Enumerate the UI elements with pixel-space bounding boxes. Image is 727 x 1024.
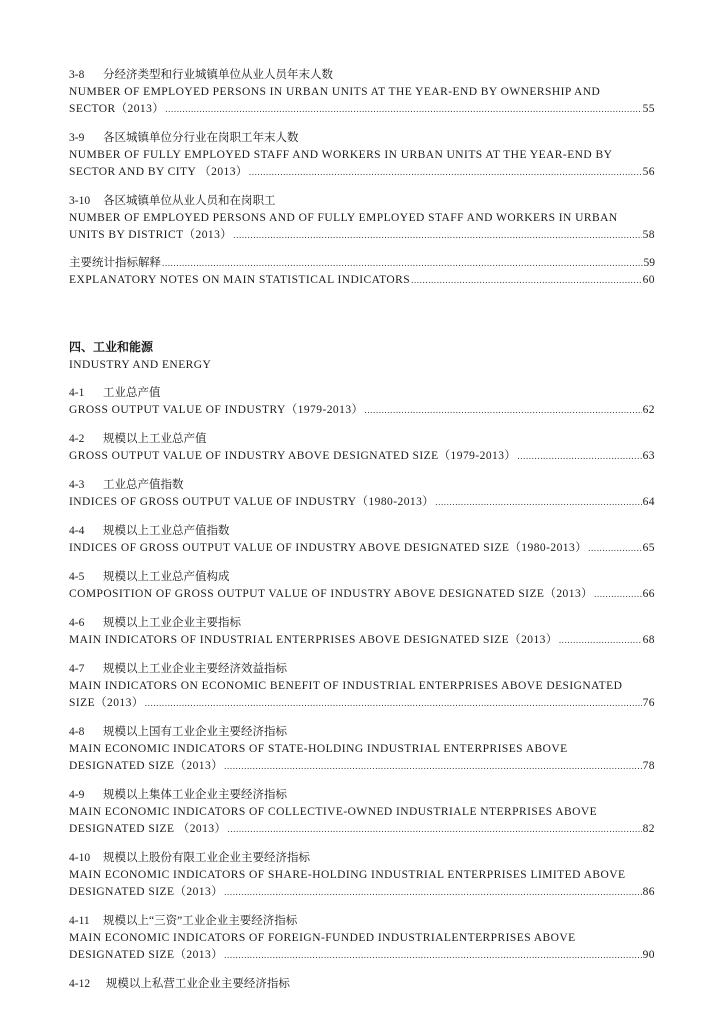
leader-dots: [588, 540, 641, 557]
entry-heading: [69, 614, 655, 632]
entry-title-zh: 规模以上工业总产值构成: [103, 571, 230, 583]
entry-title-en-last: INDICES OF GROSS OUTPUT VALUE OF INDUSTRY ABOVE DESIGNATED SIZE（1980-2013）: [69, 542, 588, 554]
entry-title-en: MAIN ECONOMIC INDICATORS OF SHARE-HOLDING INDUSTRIAL ENTERPRISES LIMITED ABOVE: [69, 869, 626, 881]
toc-entry[interactable]: [69, 786, 655, 838]
entry-page-number: 64: [642, 496, 655, 508]
leader-dots: [411, 272, 641, 289]
entry-title-zh: 工业总产值: [103, 387, 161, 399]
entry-title-en-last: SIZE（2013）: [69, 697, 144, 709]
entry-heading: [69, 786, 655, 804]
entry-page-number: 58: [642, 229, 655, 241]
entry-heading: [69, 384, 655, 402]
entry-leader-line: [69, 540, 655, 557]
leader-dots: [517, 448, 641, 465]
entry-leader-line: [69, 884, 655, 901]
entry-title-en-last: COMPOSITION OF GROSS OUTPUT VALUE OF INDUSTRY ABOVE DESIGNATED SIZE（2013）: [69, 588, 594, 600]
entry-title-en-last: INDICES OF GROSS OUTPUT VALUE OF INDUSTRY（1980-2013）: [69, 496, 435, 508]
toc-group-chapter-4: [69, 384, 655, 964]
entry-page-number: 78: [642, 760, 655, 772]
entry-title-zh: 规模以上股份有限工业企业主要经济指标: [103, 852, 310, 864]
entry-number: 3-10: [69, 195, 91, 207]
entry-leader-line: [69, 448, 655, 465]
entry-title-en: NUMBER OF EMPLOYED PERSONS IN URBAN UNITS AT THE YEAR-END BY OWNERSHIP AND: [69, 86, 601, 98]
entry-title-en-last: DESIGNATED SIZE（2013）: [69, 886, 224, 898]
leader-dots: [224, 947, 641, 964]
entry-title-en: NUMBER OF EMPLOYED PERSONS AND OF FULLY EMPLOYED STAFF AND WORKERS IN URBAN: [69, 212, 618, 224]
toc-entry[interactable]: [69, 660, 655, 712]
entry-number: 4-3: [69, 479, 85, 491]
entry-number: 3-9: [69, 132, 85, 144]
entry-title-zh: 工业总产值指数: [103, 479, 184, 491]
entry-title-en-last: DESIGNATED SIZE （2013）: [69, 823, 227, 835]
leader-dots: [594, 586, 642, 603]
toc-entry[interactable]: [69, 192, 655, 244]
section-title-zh: 四、工业和能源: [69, 340, 154, 354]
entry-title-zh: 规模以上私营工业企业主要经济指标: [105, 978, 290, 990]
leader-dots: [145, 695, 642, 712]
entry-heading: [69, 192, 655, 210]
entry-title-en-last: UNITS BY DISTRICT（2013）: [69, 229, 233, 241]
entry-leader-line: [69, 101, 655, 118]
entry-page-number: 55: [642, 103, 655, 115]
leader-dots: [233, 227, 641, 244]
leader-dots: [249, 164, 642, 181]
toc-entry[interactable]: [69, 614, 655, 649]
entry-title-en: MAIN ECONOMIC INDICATORS OF STATE-HOLDING INDUSTRIAL ENTERPRISES ABOVE: [69, 743, 568, 755]
entry-heading: [69, 66, 655, 84]
entry-number: 4-9: [69, 789, 85, 801]
toc-entry-trailing[interactable]: [69, 975, 655, 993]
entry-number: 3-8: [69, 69, 85, 81]
entry-leader-line: [69, 164, 655, 181]
entry-heading: [69, 430, 655, 448]
entry-title-en-last: DESIGNATED SIZE（2013）: [69, 949, 224, 961]
entry-number: 4-6: [69, 617, 85, 629]
entry-leader-line: [69, 402, 655, 419]
toc-group-chapter-3: [69, 66, 655, 244]
entry-leader-line: [69, 821, 655, 838]
entry-title-zh: 各区城镇单位从业人员和在岗职工: [103, 195, 276, 207]
leader-dots: [364, 402, 641, 419]
entry-heading: [69, 723, 655, 741]
entry-title-zh: 规模以上工业企业主要指标: [103, 617, 241, 629]
entry-title-en-last: SECTOR（2013）: [69, 103, 165, 115]
entry-leader-line: [69, 947, 655, 964]
entry-heading: [69, 912, 655, 930]
toc-entry[interactable]: [69, 66, 655, 118]
entry-page-number: 86: [642, 886, 655, 898]
entry-number: 4-1: [69, 387, 85, 399]
entry-number: 4-4: [69, 525, 85, 537]
entry-heading: [69, 522, 655, 540]
notes-zh-page: 59: [643, 257, 655, 269]
toc-entry[interactable]: [69, 129, 655, 181]
entry-number: 4-7: [69, 663, 85, 675]
entry-title-zh: 规模以上国有工业企业主要经济指标: [103, 726, 287, 738]
entry-leader-line: [69, 494, 655, 511]
toc-entry[interactable]: [69, 849, 655, 901]
entry-title-en-last: DESIGNATED SIZE（2013）: [69, 760, 224, 772]
leader-dots: [224, 884, 641, 901]
entry-page-number: 90: [642, 949, 655, 961]
entry-title-en-last: MAIN INDICATORS OF INDUSTRIAL ENTERPRISES ABOVE DESIGNATED SIZE（2013）: [69, 634, 558, 646]
notes-en-page: 60: [642, 274, 655, 286]
entry-heading: [69, 129, 655, 147]
entry-title-zh: 规模以上工业总产值指数: [103, 525, 230, 537]
toc-entry[interactable]: [69, 568, 655, 603]
entry-heading: [69, 849, 655, 867]
entry-leader-line: [69, 227, 655, 244]
leader-dots: [162, 255, 643, 272]
entry-title-en: NUMBER OF FULLY EMPLOYED STAFF AND WORKERS IN URBAN UNITS AT THE YEAR-END BY: [69, 149, 613, 161]
notes-en-line: [69, 272, 655, 289]
entry-number: 4-2: [69, 433, 85, 445]
leader-dots: [227, 821, 641, 838]
entry-title-en-last: GROSS OUTPUT VALUE OF INDUSTRY ABOVE DESIGNATED SIZE（1979-2013）: [69, 450, 517, 462]
entry-leader-line: [69, 695, 655, 712]
entry-title-zh: 各区城镇单位分行业在岗职工年末人数: [103, 132, 299, 144]
entry-page-number: 66: [642, 588, 655, 600]
entry-title-zh: 规模以上“三资”工业企业主要经济指标: [103, 915, 298, 927]
notes-zh-line: [69, 255, 655, 272]
entry-number: 4-10: [69, 852, 91, 864]
notes-en-title: EXPLANATORY NOTES ON MAIN STATISTICAL INDICATORS: [69, 274, 411, 286]
entry-title-zh: 规模以上工业企业主要经济效益指标: [103, 663, 287, 675]
entry-page-number: 76: [642, 697, 655, 709]
entry-title-en-last: SECTOR AND BY CITY （2013）: [69, 166, 248, 178]
entry-page-number: 65: [642, 542, 655, 554]
entry-page-number: 63: [642, 450, 655, 462]
toc-entry[interactable]: [69, 723, 655, 775]
entry-leader-line: [69, 758, 655, 775]
entry-number: 4-8: [69, 726, 85, 738]
toc-page: [69, 66, 655, 993]
entry-title-zh: 分经济类型和行业城镇单位从业人员年末人数: [103, 69, 333, 81]
notes-zh-title: 主要统计指标解释: [69, 257, 161, 269]
entry-title-zh: 规模以上集体工业企业主要经济指标: [103, 789, 287, 801]
section-heading: [69, 338, 655, 374]
entry-heading: [69, 660, 655, 678]
notes-entry[interactable]: [69, 255, 655, 289]
entry-title-en: MAIN ECONOMIC INDICATORS OF COLLECTIVE-OWNED INDUSTRIALE NTERPRISES ABOVE: [69, 806, 598, 818]
entry-leader-line: [69, 586, 655, 603]
toc-entry[interactable]: [69, 476, 655, 511]
entry-heading: [69, 568, 655, 586]
entry-title-en-last: GROSS OUTPUT VALUE OF INDUSTRY（1979-2013）: [69, 404, 364, 416]
entry-number: 4-5: [69, 571, 85, 583]
entry-leader-line: [69, 632, 655, 649]
entry-page-number: 62: [642, 404, 655, 416]
leader-dots: [165, 101, 641, 118]
entry-number: 4-12: [69, 978, 91, 990]
toc-entry[interactable]: [69, 912, 655, 964]
entry-title-en: MAIN ECONOMIC INDICATORS OF FOREIGN-FUNDED INDUSTRIALENTERPRISES ABOVE: [69, 932, 576, 944]
toc-entry[interactable]: [69, 522, 655, 557]
toc-entry[interactable]: [69, 430, 655, 465]
entry-heading: [69, 476, 655, 494]
toc-entry[interactable]: [69, 384, 655, 419]
entry-page-number: 82: [642, 823, 655, 835]
leader-dots: [559, 632, 642, 649]
entry-title-en: MAIN INDICATORS ON ECONOMIC BENEFIT OF INDUSTRIAL ENTERPRISES ABOVE DESIGNATED: [69, 680, 623, 692]
leader-dots: [435, 494, 641, 511]
entry-page-number: 56: [642, 166, 655, 178]
section-title-en: INDUSTRY AND ENERGY: [69, 359, 212, 371]
entry-number: 4-11: [69, 915, 90, 927]
entry-page-number: 68: [642, 634, 655, 646]
leader-dots: [224, 758, 641, 775]
entry-title-zh: 规模以上工业总产值: [103, 433, 207, 445]
